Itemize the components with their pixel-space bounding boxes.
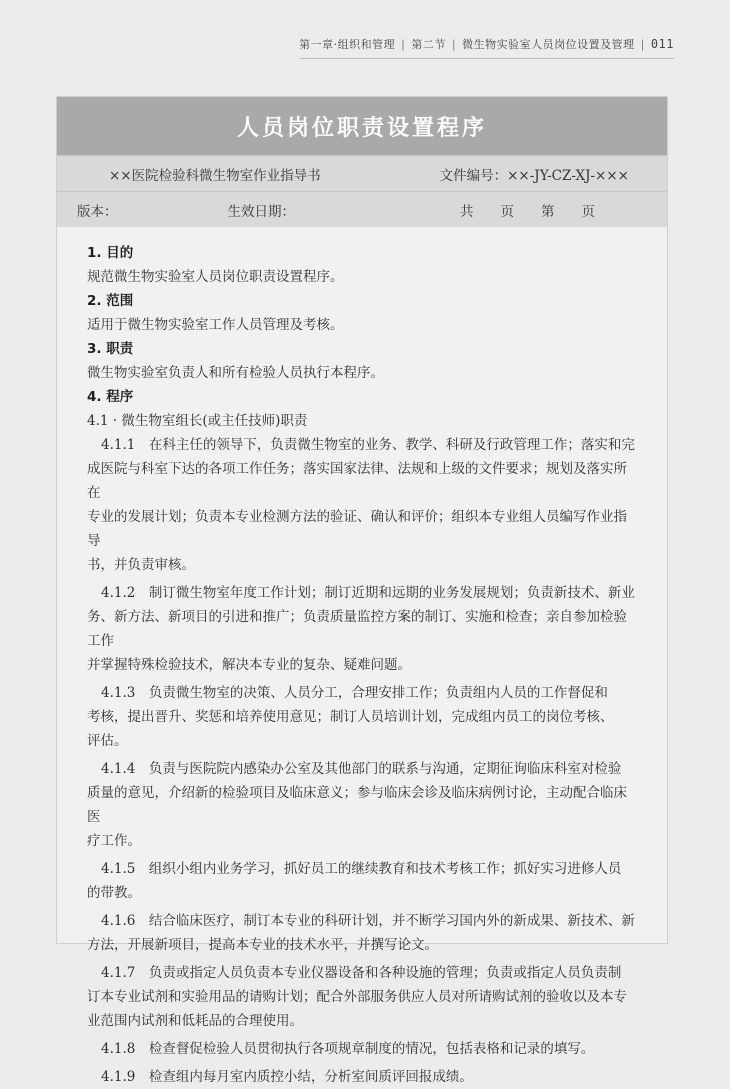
section-title: 微生物实验室人员岗位设置及管理 (462, 38, 635, 51)
procedure-item (87, 909, 637, 957)
effective-date-label: 生效日期： (227, 203, 295, 220)
info-row-version (57, 191, 667, 227)
item-line: 并掌握特殊检验技术，解决本专业的复杂、疑难问题。 (87, 657, 411, 673)
version-label: 版本： (77, 203, 118, 220)
chapter-label: 第一章·组织和管理 (299, 38, 396, 51)
pages-label: 共 页 第 页 (460, 203, 595, 220)
procedure-item (87, 581, 637, 677)
header-separator: | (451, 37, 457, 51)
document-title: 人员岗位职责设置程序 (236, 114, 487, 141)
item-line: 业范围内试剂和低耗品的合理使用。 (87, 1013, 303, 1029)
section-label: 第二节 (411, 38, 446, 51)
item-line: 4.1.4 负责与医院院内感染办公室及其他部门的联系与沟通，定期征询临床科室对检验 (101, 761, 622, 777)
item-line: 考核，提出晋升、奖惩和培养使用意见；制订人员培训计划，完成组内员工的岗位考核、 (87, 709, 614, 725)
purpose-text: 规范微生物实验室人员岗位职责设置程序。 (87, 269, 344, 285)
file-number: 文件编号：××-JY-CZ-XJ-××× (439, 167, 629, 184)
item-line: 的带教。 (87, 885, 141, 901)
title-bar (57, 97, 667, 155)
item-line: 疗工作。 (87, 833, 141, 849)
item-line: 方法，开展新项目，提高本专业的技术水平，并撰写论文。 (87, 937, 438, 953)
procedure-item (87, 961, 637, 1033)
item-line: 质量的意见，介绍新的检验项目及临床意义；参与临床会诊及临床病例讨论，主动配合临床医 (87, 785, 627, 825)
procedure-item (87, 1037, 637, 1061)
procedure-item (87, 433, 637, 577)
procedure-item (87, 1065, 637, 1089)
running-header (299, 36, 674, 52)
procedure-subheading: 4.1 · 微生物室组长(或主任技师)职责 (87, 413, 308, 429)
heading-purpose: 1. 目的 (87, 245, 134, 261)
responsibility-text: 微生物实验室负责人和所有检验人员执行本程序。 (87, 365, 384, 381)
heading-responsibility: 3. 职责 (87, 341, 134, 357)
header-separator: | (640, 37, 645, 51)
info-row-institution (57, 155, 667, 191)
item-line: 书，并负责审核。 (87, 557, 195, 573)
item-line: 成医院与科室下达的各项工作任务；落实国家法律、法规和上级的文件要求；规划及落实所在 (87, 461, 627, 501)
header-separator: | (401, 37, 406, 51)
procedure-item (87, 857, 637, 905)
procedure-item (87, 681, 637, 753)
item-line: 评估。 (87, 733, 128, 749)
item-line: 4.1.6 结合临床医疗，制订本专业的科研计划，并不断学习国内外的新成果、新技术、新 (101, 913, 635, 929)
item-line: 4.1.3 负责微生物室的决策、人员分工，合理安排工作；负责组内人员的工作督促和 (101, 685, 608, 701)
scope-text: 适用于微生物实验室工作人员管理及考核。 (87, 317, 344, 333)
item-line: 订本专业试剂和实验用品的请购计划；配合外部服务供应人员对所请购试剂的验收以及本专 (87, 989, 627, 1005)
document-frame (56, 96, 668, 1085)
page-number: 011 (650, 37, 674, 51)
institution-name: ××医院检验科微生物室作业指导书 (109, 167, 321, 184)
item-line: 4.1.7 负责或指定人员负责本专业仪器设备和各种设施的管理；负责或指定人员负责制 (101, 965, 622, 981)
item-line: 专业的发展计划；负责本专业检测方法的验证、确认和评价；组织本专业组人员编写作业指导 (87, 509, 627, 549)
item-line: 4.1.2 制订微生物室年度工作计划；制订近期和远期的业务发展规划；负责新技术、新业 (101, 585, 635, 601)
procedure-item (87, 757, 637, 853)
item-line: 务、新方法、新项目的引进和推广；负责质量监控方案的制订、实施和检查；亲自参加检验工作 (87, 609, 627, 649)
heading-scope: 2. 范围 (87, 293, 134, 309)
heading-procedure: 4. 程序 (87, 389, 134, 405)
document-body (57, 227, 667, 1089)
item-line: 4.1.9 检查组内每月室内质控小结，分析室间质评回报成绩。 (101, 1069, 473, 1085)
item-line: 4.1.1 在科主任的领导下，负责微生物室的业务、教学、科研及行政管理工作；落实和完 (101, 437, 635, 453)
item-line: 4.1.5 组织小组内业务学习，抓好员工的继续教育和技术考核工作；抓好实习进修人员 (101, 861, 622, 877)
item-line: 4.1.8 检查督促检验人员贯彻执行各项规章制度的情况，包括表格和记录的填写。 (101, 1041, 595, 1057)
header-rule (300, 58, 674, 59)
